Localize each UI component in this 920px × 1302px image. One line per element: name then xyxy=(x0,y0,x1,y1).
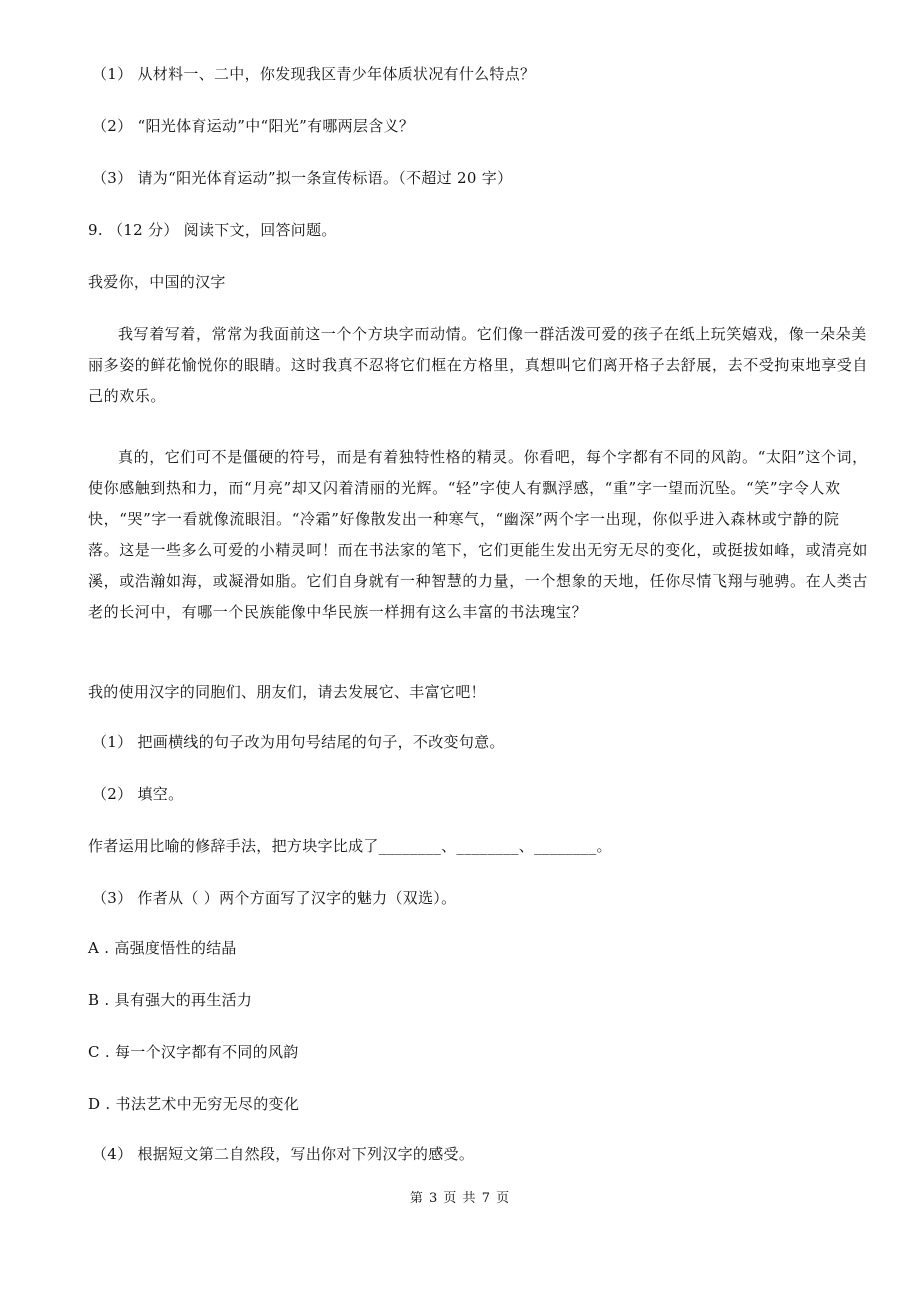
sub-question-4: （4） 根据短文第二自然段，写出你对下列汉字的感受。 xyxy=(92,1145,475,1163)
option-d: D . 书法艺术中无穷无尽的变化 xyxy=(88,1095,300,1113)
sub-question-3: （3） 作者从（ ）两个方面写了汉字的魅力（双选）。 xyxy=(92,889,457,907)
article-paragraph-1-text: 我写着写着，常常为我面前这一个个方块字而动情。它们像一群活泼可爱的孩子在纸上玩笑嬉戏，像一朵朵美丽多姿的鲜花愉悦你的眼睛。这时我真不忍将它们框在方格里，真想叫它们离开格子去舒展，去不受拘束地享受自己的欢乐。 xyxy=(88,325,869,405)
question-prev-3: （3） 请为“阳光体育运动”拟一条宣传标语。（不超过 20 字） xyxy=(92,169,513,187)
sub-question-1: （1） 把画横线的句子改为用句号结尾的句子，不改变句意。 xyxy=(92,733,505,751)
question-prev-2: （2） “阳光体育运动”中“阳光”有哪两层含义？ xyxy=(92,117,415,135)
article-paragraph-2-text: 真的，它们可不是僵硬的符号，而是有着独特性格的精灵。你看吧，每个字都有不同的风韵。“太阳”这个词，使你感触到热和力，而“月亮”却又闪着清丽的光辉。“轻”字使人有飘浮感，“重”字一望而沉坠。“笑”字令人欢快，“哭”字一看就像流眼泪。“冷霜”好像散发出一种寒气，“幽深”两个字一出现，你似乎进入森林或宁静的院落。这是一些多么可爱的小精灵呵！而在书法家的笔下，它们更能生发出无穷无尽的变化，或挺拔如峰，或清亮如溪，或浩瀚如海，或凝滑如脂。它们自身就有一种智慧的力量，一个想象的天地，任你尽情飞翔与驰骋。在人类古老的长河中，有哪一个民族能像中华民族一样拥有这么丰富的书法瑰宝？ xyxy=(88,448,869,621)
question-9-header: 9. （12 分） 阅读下文，回答问题。 xyxy=(88,221,337,239)
page-number-footer: 第 3 页 共 7 页 xyxy=(409,1191,511,1206)
sub-question-2: （2） 填空。 xyxy=(92,785,184,803)
article-paragraph-1 xyxy=(88,319,868,412)
option-c: C . 每一个汉字都有不同的风韵 xyxy=(88,1043,299,1061)
article-paragraph-3: 我的使用汉字的同胞们、朋友们，请去发展它、丰富它吧！ xyxy=(88,683,486,701)
question-prev-1: （1） 从材料一、二中，你发现我区青少年体质状况有什么特点？ xyxy=(92,65,536,83)
option-a: A . 高强度悟性的结晶 xyxy=(88,939,237,957)
option-b: B . 具有强大的再生活力 xyxy=(88,991,253,1009)
article-title: 我爱你，中国的汉字 xyxy=(88,273,226,291)
fill-blank-line: 作者运用比喻的修辞手法，把方块字比成了________、________、________。 xyxy=(88,837,612,855)
article-paragraph-2 xyxy=(88,442,868,628)
